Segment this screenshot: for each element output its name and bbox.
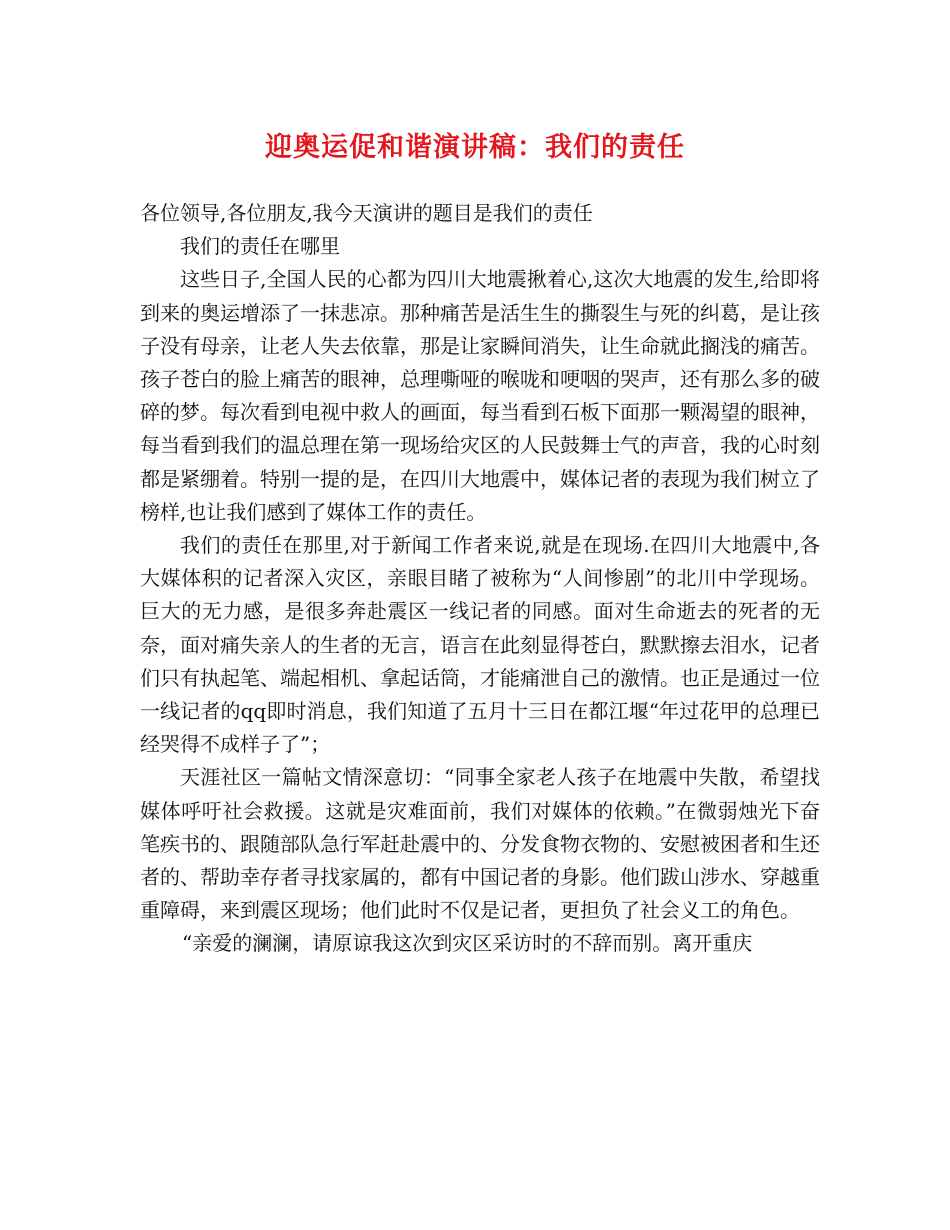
paragraph-journalists-on-site: 我们的责任在那里,对于新闻工作者来说,就是在现场.在四川大地震中,各大媒体积的记者深入灾区，亲眼目睹了被称为“人间惨剧”的北川中学现场。巨大的无力感，是很多奔赴震区一线记者的同感。面对生命逝去的死者的无奈，面对痛失亲人的生者的无言，语言在此刻显得苍白，默默擦去泪水，记者们只有执起笔、端起相机、拿起话筒，才能痛泄自己的激情。也正是通过一位一线记者的qq即时消息，我们知道了五月十三日在都江堰“年过花甲的总理已经哭得不成样子了”； <box>140 533 820 757</box>
document-body <box>140 197 820 961</box>
paragraph-letter-start: “亲爱的澜澜，请原谅我这次到灾区采访时的不辞而别。离开重庆 <box>182 931 753 956</box>
paragraph-tianya-post: 天涯社区一篇帖文情深意切：“同事全家老人孩子在地震中失散，希望找媒体呼吁社会救援。这就是灾难面前，我们对媒体的依赖。”在微弱烛光下奋笔疾书的、跟随部队急行军赶赴震中的、分发食物衣物的、安慰被困者和生还者的、帮助幸存者寻找家属的，都有中国记者的身影。他们跋山涉水、穿越重重障碍，来到震区现场；他们此时不仅是记者，更担负了社会义工的角色。 <box>140 765 820 923</box>
page-title: 迎奥运促和谐演讲稿：我们的责任 <box>265 132 685 163</box>
paragraph-greeting: 各位领导,各位朋友,我今天演讲的题目是我们的责任 <box>140 201 593 225</box>
paragraph-earthquake: 这些日子,全国人民的心都为四川大地震揪着心,这次大地震的发生,给即将到来的奥运增添了一抹悲凉。那种痛苦是活生生的撕裂生与死的纠葛，是让孩子没有母亲，让老人失去依靠，那是让家瞬间消失，让生命就此搁浅的痛苦。孩子苍白的脸上痛苦的眼神，总理嘶哑的喉咙和哽咽的哭声，还有那么多的破碎的梦。每次看到电视中救人的画面，每当看到石板下面那一颗渴望的眼神，每当看到我们的温总理在第一现场给灾区的人民鼓舞士气的声音，我的心时刻都是紧绷着。特别一提的是，在四川大地震中，媒体记者的表现为我们树立了榜样,也让我们感到了媒体工作的责任。 <box>140 267 820 524</box>
paragraph-subheading: 我们的责任在哪里 <box>180 234 340 259</box>
